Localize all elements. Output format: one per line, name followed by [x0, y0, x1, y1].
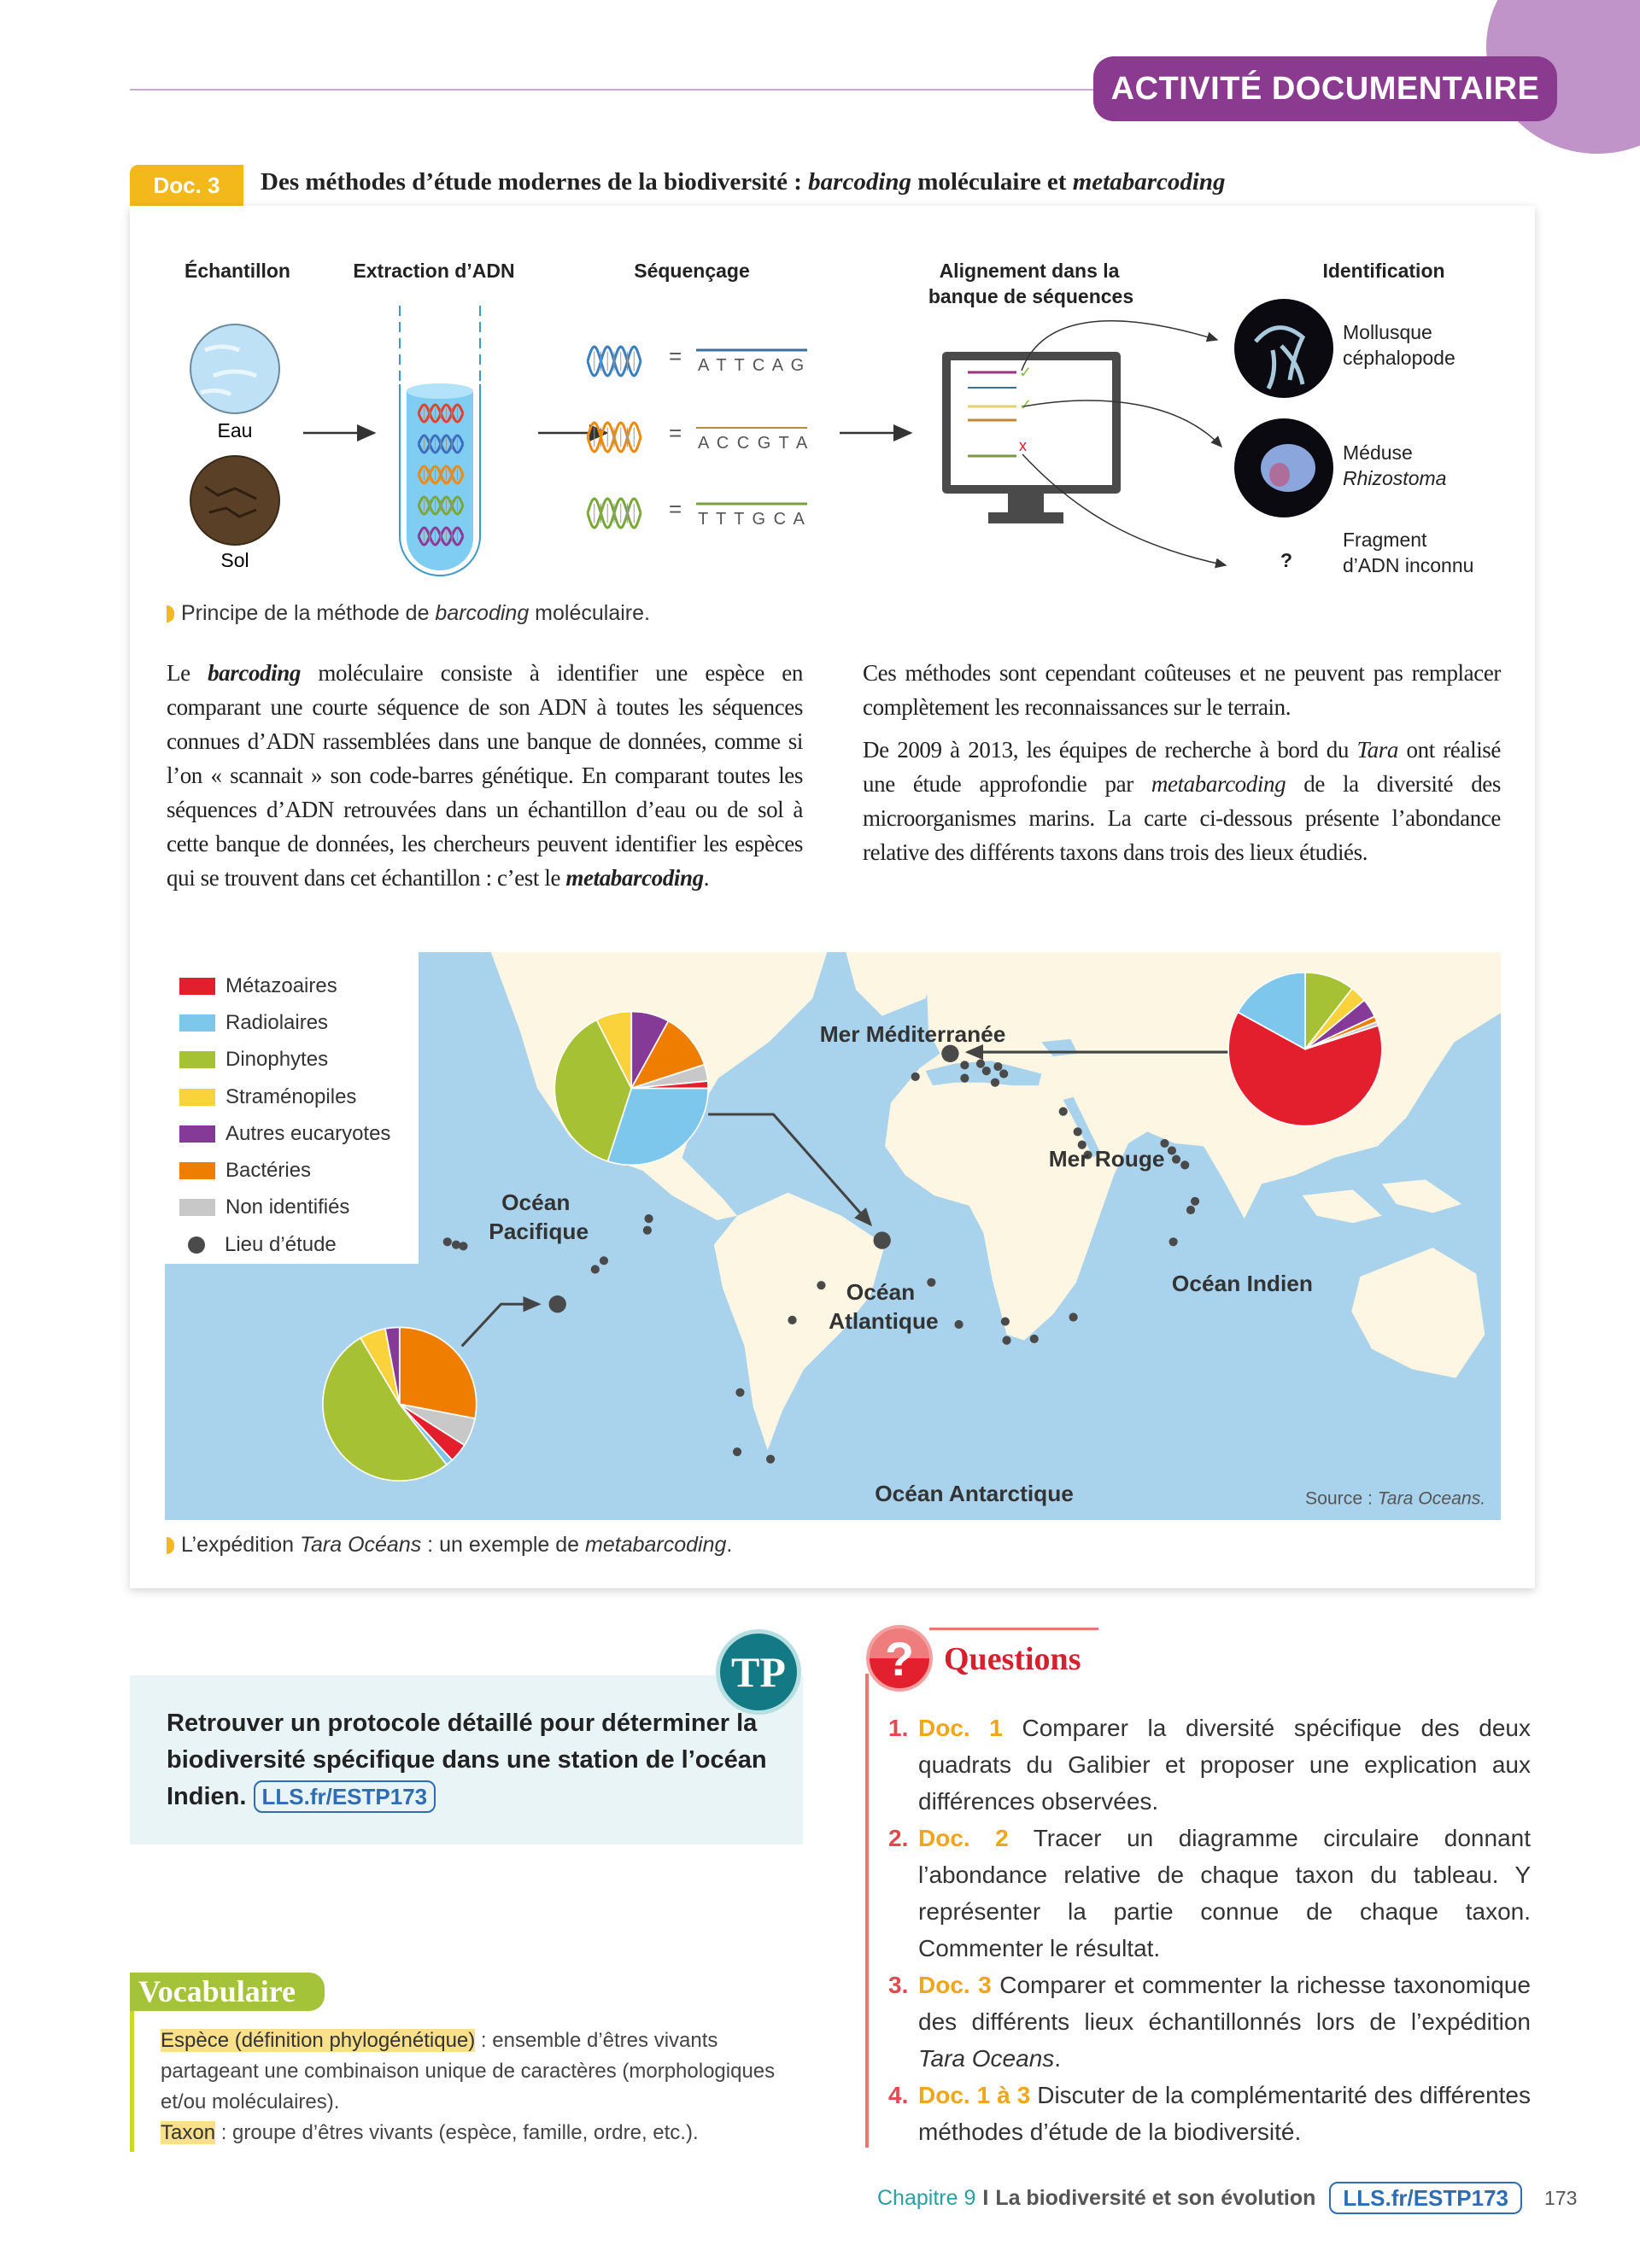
- pie-chart: [554, 1012, 708, 1166]
- step-sample: Échantillon: [184, 260, 290, 282]
- barcoding-diagram: [130, 206, 1535, 650]
- cephalopod-photo: [1234, 299, 1333, 398]
- vocab-entry: [161, 2025, 776, 2118]
- legend-swatch: [179, 1162, 215, 1179]
- study-site-dot: [643, 1226, 652, 1235]
- caption-part: barcoding: [435, 601, 530, 625]
- pie-chart: [323, 1327, 477, 1481]
- question-mark-icon: ?: [866, 1625, 933, 1692]
- cross-icon: x: [1019, 437, 1027, 454]
- text-part: ont réalisé une étude approfondie par: [863, 737, 1501, 797]
- sample-water-label: Eau: [217, 419, 253, 441]
- legend-item: [179, 1004, 419, 1041]
- question-number: 2.: [888, 1825, 909, 1851]
- vocab-entry: [161, 2118, 776, 2148]
- caption-marker-icon: [167, 1537, 174, 1554]
- question-doc-ref: Doc. 1: [918, 1715, 1003, 1741]
- caption-part: Principe de la méthode de: [181, 601, 436, 625]
- title-part: barcoding: [808, 168, 912, 196]
- caption-part: moléculaire.: [529, 601, 650, 625]
- caption-part: metabarcoding: [585, 1533, 727, 1557]
- dna-helix-icon: [588, 423, 641, 452]
- map-caption: [167, 1533, 732, 1558]
- legend-label: Non identifiés: [226, 1195, 350, 1219]
- study-site-dot: [817, 1281, 825, 1289]
- legend-item: [179, 1115, 419, 1152]
- header-rule: [130, 89, 1104, 91]
- legend-label: Métazoaires: [226, 973, 337, 997]
- question-text: Discuter de la complémentarité des différentes méthodes d’étude de la biodiversité.: [918, 2082, 1531, 2145]
- study-site-dot: [443, 1237, 452, 1246]
- legend-swatch: [179, 1051, 215, 1068]
- legend-item: [179, 1190, 419, 1226]
- legend-label: Radiolaires: [226, 1010, 329, 1034]
- step-sequencing: Séquençage: [634, 260, 750, 282]
- study-site-dot: [960, 1074, 969, 1083]
- source-part: Tara Oceans.: [1377, 1488, 1486, 1509]
- tp-description: Retrouver un protocole détaillé pour déterminer la biodiversité spécifique dans une station de l’océan Indien.: [167, 1710, 767, 1810]
- question-text: .: [1054, 2045, 1062, 2072]
- legend-label: Lieu d’étude: [225, 1232, 337, 1256]
- study-site-dot: [1191, 1197, 1199, 1206]
- study-site-dot: [644, 1214, 653, 1223]
- question-text: Tara Oceans: [918, 2045, 1055, 2072]
- study-site-main-dot: [941, 1045, 958, 1062]
- doc-title: [261, 168, 1226, 196]
- check-icon: ✓: [1019, 396, 1033, 413]
- study-site-dot: [993, 1062, 1002, 1071]
- id-mollusc: Mollusque: [1343, 321, 1432, 343]
- legend-swatch: [179, 1014, 215, 1032]
- text-right-column: [863, 656, 1501, 869]
- text-part: metabarcoding: [1151, 771, 1286, 797]
- map-legend: [165, 952, 419, 1264]
- legend-swatch: [179, 1125, 215, 1143]
- title-part: metabarcoding: [1072, 168, 1226, 196]
- study-site-dot: [766, 1455, 775, 1464]
- study-site-dot: [1001, 1317, 1010, 1325]
- id-jellyfish-2: Rhizostoma: [1343, 467, 1447, 489]
- text-part: Le: [167, 660, 208, 686]
- study-site-main-dot: [873, 1231, 890, 1248]
- caption-part: L’expédition: [181, 1533, 301, 1557]
- study-site-dot: [788, 1316, 796, 1324]
- label-atlantic-2: Atlantique: [829, 1308, 939, 1335]
- site-dot-icon: [188, 1236, 205, 1254]
- study-site-dot: [735, 1388, 744, 1397]
- study-site-dot: [1069, 1312, 1077, 1321]
- page-footer: [877, 2182, 1577, 2214]
- soil-sample-icon: [190, 456, 279, 545]
- study-site-dot: [1030, 1335, 1039, 1343]
- study-site-dot: [591, 1265, 600, 1273]
- legend-item: [179, 1042, 419, 1078]
- text-right-paragraph-1: Ces méthodes sont cependant coûteuses et ne peuvent pas remplacer complètement les reconnaissances sur le terrain.: [863, 660, 1501, 720]
- study-site-dot: [1186, 1206, 1195, 1214]
- tp-link[interactable]: LLS.fr/ESTP173: [254, 1780, 436, 1813]
- questions-rule: [929, 1628, 1098, 1630]
- legend-label: Straménopiles: [226, 1084, 357, 1108]
- question-item: [888, 2077, 1531, 2150]
- label-red-sea: Mer Rouge: [1048, 1146, 1165, 1172]
- question-text: Comparer et commenter la richesse taxonomique des différents lieux échantillonnés lors de l’expédition: [918, 1972, 1531, 2035]
- text-part: .: [703, 865, 710, 891]
- sequence-1: A T T C A G: [698, 356, 806, 375]
- legend-label: Dinophytes: [226, 1048, 329, 1072]
- study-site-dot: [911, 1073, 920, 1081]
- legend-item: [179, 967, 419, 1004]
- text-part: metabarcoding: [565, 865, 704, 891]
- question-text: Tracer un diagramme circulaire donnant l’abondance relative de chaque taxon du tableau. Y représenter la partie connue de chaque taxon. Commenter le résultat.: [918, 1825, 1532, 1961]
- sample-soil-label: Sol: [220, 549, 249, 571]
- study-site-dot: [1180, 1160, 1189, 1169]
- label-atlantic: Océan: [846, 1279, 916, 1306]
- questions-list: [888, 1710, 1531, 2150]
- sequence-3: T T T G C A: [698, 510, 806, 529]
- study-site-dot: [927, 1278, 935, 1287]
- study-site-dot: [733, 1447, 741, 1456]
- question-number: 1.: [888, 1715, 909, 1741]
- tp-badge-icon: TP: [716, 1629, 801, 1715]
- study-site-dot: [1168, 1146, 1176, 1154]
- label-pacific: Océan: [501, 1189, 571, 1215]
- id-unknown: Fragment: [1343, 529, 1427, 551]
- doc-label: Doc. 3: [130, 165, 243, 206]
- caption-part: Tara Océans: [300, 1533, 422, 1557]
- question-number: 3.: [888, 1972, 909, 1998]
- study-site-dot: [459, 1242, 467, 1250]
- study-site-dot: [1074, 1127, 1082, 1136]
- study-site-dot: [1172, 1155, 1180, 1164]
- text-part: Tara: [1356, 737, 1398, 763]
- vocabulary-text: [161, 2025, 776, 2148]
- label-antarctic: Océan Antarctique: [875, 1480, 1074, 1506]
- vocab-term: Taxon: [161, 2121, 216, 2144]
- title-part: moléculaire et: [911, 168, 1073, 196]
- legend-swatch: [179, 1089, 215, 1106]
- footer-separator: I: [982, 2185, 989, 2210]
- question-text: Comparer la diversité spécifique des deux quadrats du Galibier et proposer une explication aux différences observées.: [918, 1715, 1531, 1815]
- footer-title: La biodiversité et son évolution: [995, 2185, 1316, 2210]
- questions-rule: [865, 1674, 869, 2148]
- equals-sign: =: [669, 496, 684, 522]
- legend-label: Autres eucaryotes: [226, 1121, 391, 1145]
- id-unknown-2: d’ADN inconnu: [1343, 554, 1474, 576]
- caption-marker-icon: [167, 605, 174, 623]
- question-number: 4.: [888, 2082, 909, 2108]
- study-site-dot: [600, 1256, 608, 1265]
- map-source: [1305, 1488, 1485, 1508]
- diagram-caption: [167, 601, 650, 626]
- question-item: [888, 1967, 1531, 2077]
- legend-item: [179, 1226, 419, 1263]
- vocab-term: Espèce (définition phylogénétique): [161, 2029, 476, 2052]
- question-item: [888, 1710, 1531, 1820]
- label-pacific-2: Pacifique: [489, 1218, 589, 1244]
- study-site-dot: [1002, 1336, 1010, 1345]
- pie-slice-bacteries: [400, 1327, 477, 1418]
- dna-helix-icon: [588, 499, 641, 528]
- label-indian: Océan Indien: [1171, 1270, 1313, 1296]
- study-site-dot: [982, 1067, 991, 1075]
- label-mediterranean: Mer Méditerranée: [819, 1021, 1006, 1048]
- text-part: de la diversité des microorganismes marins. La carte ci-dessous présente l’abondance relative des différents taxons dans trois des lieux étudiés.: [863, 771, 1502, 865]
- legend-swatch: [179, 1199, 215, 1216]
- id-mollusc-2: céphalopode: [1343, 347, 1456, 369]
- equals-sign: =: [669, 420, 684, 446]
- legend-item: [179, 1152, 419, 1189]
- study-site-dot: [452, 1241, 460, 1249]
- text-part: barcoding: [208, 660, 301, 686]
- vocabulary-rule: [130, 2011, 134, 2152]
- study-site-dot: [960, 1061, 969, 1069]
- question-doc-ref: Doc. 3: [918, 1972, 992, 1998]
- questions-title: Questions: [944, 1641, 1081, 1677]
- study-site-dot: [954, 1320, 963, 1329]
- study-site-dot: [976, 1060, 985, 1068]
- legend-label: Bactéries: [226, 1159, 312, 1183]
- text-right-paragraph-2: [863, 733, 1501, 869]
- pie-chart: [1228, 973, 1382, 1126]
- question-item: [888, 1820, 1531, 1967]
- check-icon: ✓: [1019, 364, 1033, 381]
- study-site-main-dot: [549, 1295, 566, 1312]
- vocab-definition: : ensemble d’êtres vivants partageant une combinaison unique de caractères (morphologiques et/ou moléculaires).: [161, 2029, 776, 2113]
- question-doc-ref: Doc. 1 à 3: [918, 2082, 1031, 2108]
- step-alignment-2: banque de séquences: [928, 285, 1134, 307]
- water-sample-icon: [190, 324, 279, 413]
- text-part: De 2009 à 2013, les équipes de recherche à bord du: [863, 737, 1357, 763]
- text-part: moléculaire consiste à identifier une espèce en comparant une courte séquence de son ADN à toutes les séquences connues d’ADN rassemblées dans une banque de données, comme si l’on « scannait » son code-barres génétique. En comparant toutes les séquences d’ADN retrouvées dans un échantillon d’eau ou de sol à cette banque de données, les chercheurs peuvent identifier les espèces qui se trouvent dans cet échantillon : c’est le: [167, 660, 803, 891]
- title-part: Des méthodes d’étude modernes de la biodiversité :: [261, 168, 809, 196]
- study-site-dot: [999, 1069, 1008, 1078]
- unknown-mark: ?: [1280, 549, 1293, 571]
- source-part: Source :: [1304, 1488, 1378, 1509]
- step-extraction: Extraction d’ADN: [353, 260, 515, 282]
- footer-link[interactable]: LLS.fr/ESTP173: [1329, 2182, 1522, 2214]
- step-alignment: Alignement dans la: [939, 260, 1120, 282]
- study-site-dot: [991, 1078, 999, 1087]
- step-identification: Identification: [1322, 260, 1445, 282]
- vocabulary-heading: Vocabulaire: [130, 1973, 325, 2011]
- caption-part: : un exemple de: [421, 1533, 586, 1557]
- dna-helix-icon: [588, 347, 641, 376]
- caption-part: .: [726, 1533, 733, 1557]
- section-badge: ACTIVITÉ DOCUMENTAIRE: [1093, 56, 1557, 121]
- jellyfish-photo: [1234, 418, 1333, 517]
- study-site-dot: [1169, 1237, 1178, 1246]
- question-doc-ref: Doc. 2: [918, 1825, 1009, 1851]
- text-left-paragraph: [167, 656, 803, 895]
- sequence-2: A C C G T A: [698, 434, 810, 453]
- id-jellyfish: Méduse: [1343, 441, 1413, 464]
- page-number: 173: [1544, 2186, 1578, 2209]
- legend-item: [179, 1078, 419, 1115]
- tp-text: [167, 1705, 799, 1815]
- footer-chapter: Chapitre 9: [877, 2185, 976, 2210]
- world-map: [165, 952, 1501, 1520]
- legend-swatch: [179, 978, 215, 995]
- study-site-dot: [1059, 1108, 1068, 1116]
- equals-sign: =: [669, 343, 684, 369]
- vocab-definition: : groupe d’êtres vivants (espèce, famille, ordre, etc.).: [215, 2121, 699, 2144]
